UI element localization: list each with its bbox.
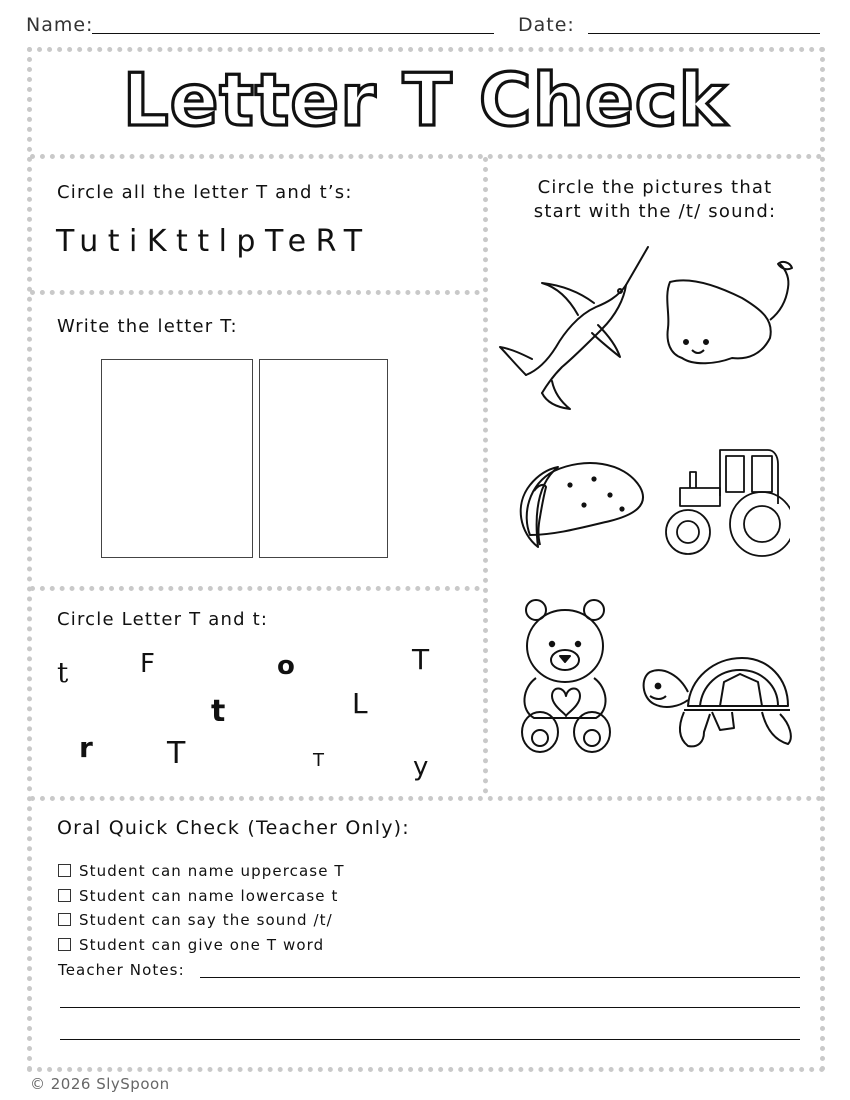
- notes-line[interactable]: [60, 1007, 800, 1008]
- notes-line[interactable]: [200, 977, 800, 978]
- scattered-letter[interactable]: t: [57, 656, 69, 689]
- letter-row[interactable]: TutiKttlpTeRT: [56, 224, 372, 259]
- write-instruction: Write the letter T:: [57, 316, 238, 337]
- checklist-item-label: Student can name uppercase T: [79, 862, 345, 880]
- scattered-letter[interactable]: T: [313, 750, 324, 771]
- stingray-icon[interactable]: [662, 258, 802, 370]
- name-field-line[interactable]: [92, 33, 494, 34]
- scattered-letter[interactable]: o: [277, 651, 295, 681]
- checkbox[interactable]: [58, 913, 71, 926]
- scattered-letter[interactable]: y: [413, 752, 429, 782]
- date-label: Date:: [518, 14, 575, 36]
- scattered-letter[interactable]: T: [412, 643, 430, 676]
- writing-box[interactable]: [101, 359, 253, 558]
- date-field-line[interactable]: [588, 33, 820, 34]
- scattered-letter[interactable]: F: [140, 649, 155, 679]
- divider: [483, 157, 488, 794]
- pictures-instruction-line: Circle the pictures that: [537, 177, 773, 198]
- turtle-icon[interactable]: [640, 652, 795, 754]
- checkbox[interactable]: [58, 938, 71, 951]
- checklist-item-label: Student can name lowercase t: [79, 887, 339, 905]
- checklist-item[interactable]: [58, 911, 333, 929]
- checkbox[interactable]: [58, 889, 71, 902]
- checkbox[interactable]: [58, 864, 71, 877]
- divider: [30, 586, 480, 591]
- taco-icon[interactable]: [510, 455, 648, 553]
- writing-box[interactable]: [259, 359, 388, 558]
- scattered-letter[interactable]: r: [79, 731, 93, 764]
- checklist-item-label: Student can give one T word: [79, 936, 325, 954]
- oral-check-heading: Oral Quick Check (Teacher Only):: [57, 817, 410, 839]
- teacher-notes-label: Teacher Notes:: [58, 961, 185, 979]
- scattered-letter[interactable]: L: [352, 687, 368, 720]
- checklist-item[interactable]: [58, 887, 338, 905]
- checklist-item[interactable]: [58, 862, 345, 880]
- copyright: © 2026 SlySpoon: [30, 1075, 170, 1093]
- notes-line[interactable]: [60, 1039, 800, 1040]
- scattered-letter[interactable]: T: [167, 736, 186, 771]
- teddy-bear-icon[interactable]: [516, 598, 616, 756]
- tractor-icon[interactable]: [660, 442, 790, 560]
- circle-letters-instruction: Circle all the letter T and t’s:: [57, 182, 353, 203]
- scattered-letter[interactable]: t: [211, 694, 226, 729]
- checklist-item-label: Student can say the sound /t/: [79, 911, 333, 929]
- pictures-instruction-line: start with the /t/ sound:: [533, 201, 777, 222]
- divider: [30, 796, 822, 801]
- divider: [30, 290, 480, 295]
- scattered-instruction: Circle Letter T and t:: [57, 609, 269, 630]
- divider: [30, 154, 822, 159]
- swordfish-icon[interactable]: [498, 245, 653, 410]
- pictures-instruction: [500, 176, 810, 224]
- page-title: Letter T Check: [122, 58, 728, 142]
- checklist-item[interactable]: [58, 936, 324, 954]
- name-label: Name:: [26, 14, 94, 36]
